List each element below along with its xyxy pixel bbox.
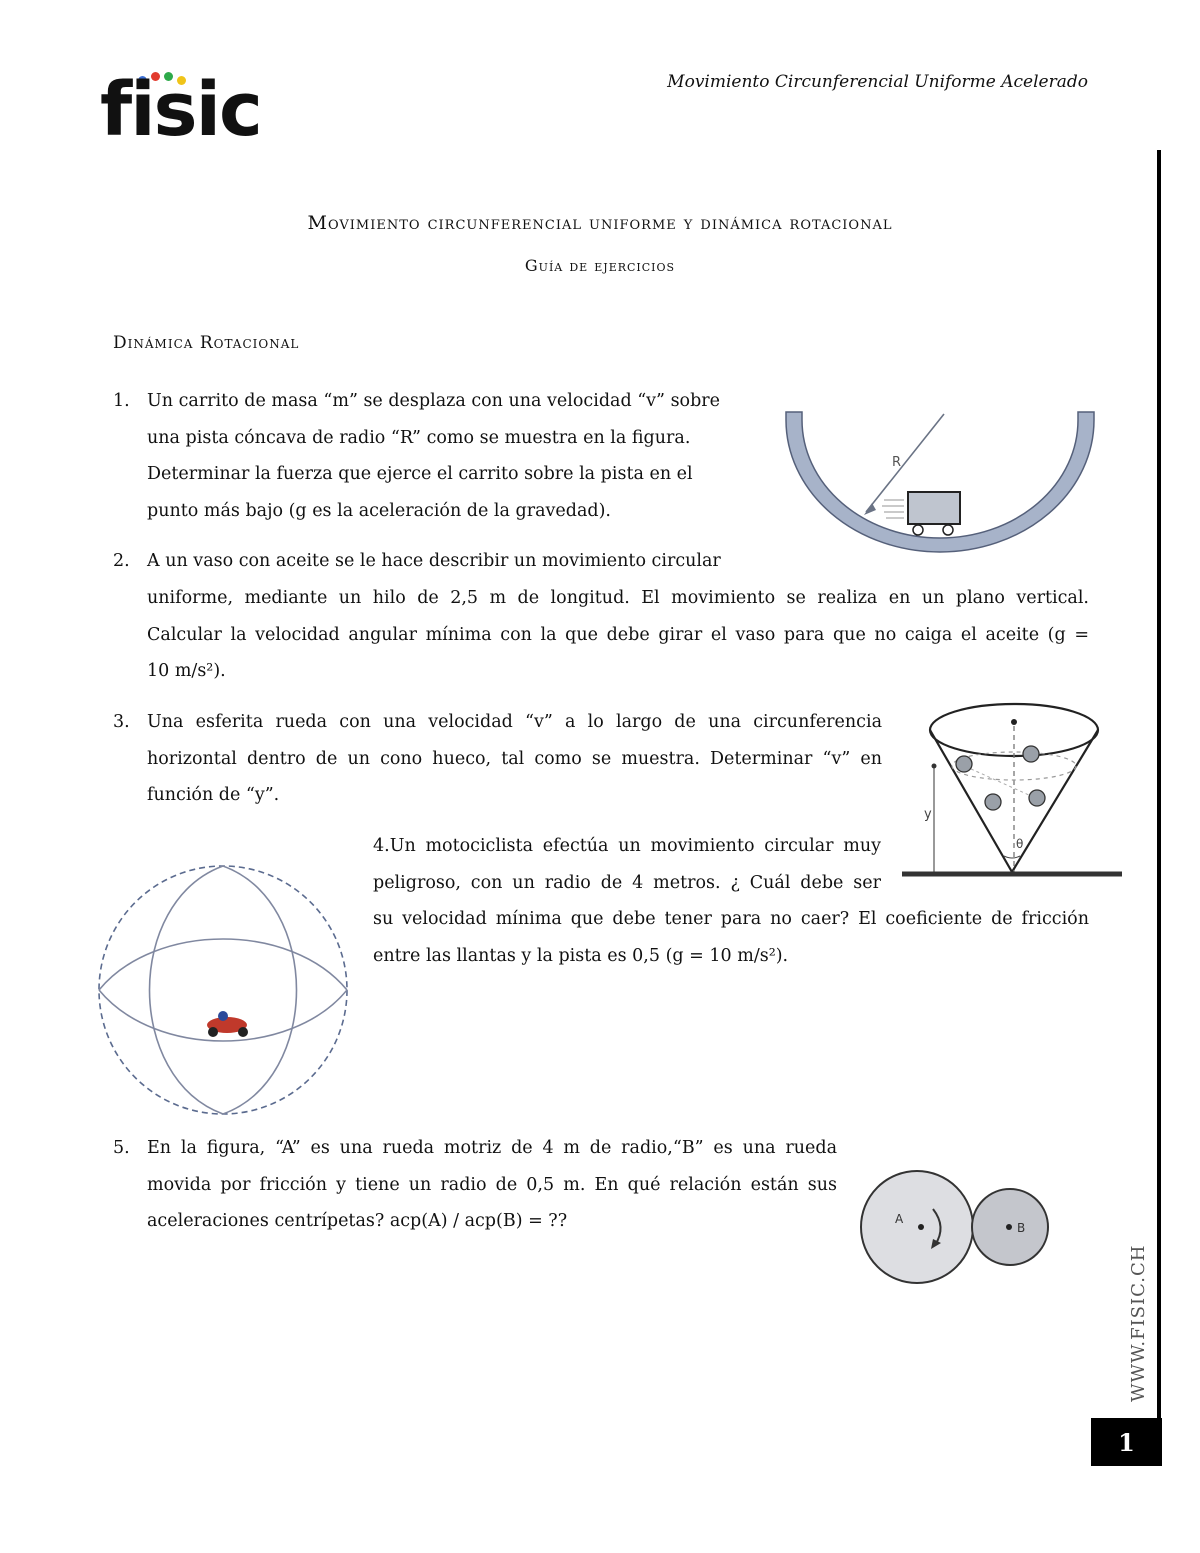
margin-rule: [1157, 150, 1161, 1418]
sphere-motorcycle-figure: [95, 862, 353, 1120]
exercise-number: 2.: [113, 551, 130, 571]
website-text: WWW.FISIC.CH: [1128, 1244, 1149, 1402]
text-line: entre las llantas y la pista es 0,5 (g = 10 m/s²).: [373, 945, 789, 966]
text-line: En la figura, “A” es una rueda motriz de 4 m de radio,“B” es una rueda: [147, 1138, 837, 1158]
page-number: 1: [1091, 1418, 1162, 1466]
text-line: su velocidad mínima que debe tener para no caer? El coeficiente de fricción: [373, 909, 1089, 929]
radius-label: R: [892, 455, 902, 470]
wheel-b-label: B: [1017, 1221, 1026, 1235]
cart-wheel: [913, 525, 923, 535]
exercise-number: 5.: [113, 1138, 130, 1158]
text-line: punto más bajo (g es la aceleración de la gravedad).: [147, 500, 611, 521]
wheels-figure: [855, 1165, 1055, 1290]
ball: [1023, 746, 1039, 762]
wheel-a: [861, 1171, 973, 1283]
motorcycle-icon: [207, 1011, 248, 1037]
website-vertical: [1120, 1244, 1160, 1410]
exercise-5-text: [147, 1130, 837, 1240]
exercise-number: 3.: [113, 712, 130, 732]
exercise-2-line-1: A un vaso con aceite se le hace describir un movimiento circular: [147, 551, 721, 571]
fisic-logo: [100, 67, 261, 153]
text-line: función de “y”.: [147, 785, 280, 805]
text-line: 4.Un motociclista efectúa un movimiento circular muy: [373, 836, 881, 856]
exercise-1-text: [147, 383, 757, 529]
ball: [956, 756, 972, 772]
text-line: Una esferita rueda con una velocidad “v” a lo largo de una circunferencia: [147, 712, 882, 732]
height-label: y: [924, 807, 932, 822]
text-line: aceleraciones centrípetas? acp(A) / acp(B) = ??: [147, 1211, 568, 1231]
sphere-outline: [99, 866, 347, 1114]
text-line: horizontal dentro de un cono hueco, tal como se muestra. Determinar “v” en: [147, 748, 882, 769]
angle-label: θ: [1016, 837, 1024, 851]
cart-body: [908, 492, 960, 524]
exercise-3-text: [147, 704, 882, 814]
section-heading: Dinámica Rotacional: [113, 333, 300, 353]
logo-text: fisic: [100, 67, 261, 153]
text-line: Calcular la velocidad angular mínima con la que debe girar el vaso para que no caiga el aceite (g =: [147, 624, 1089, 645]
ball: [985, 794, 1001, 810]
text-line: Determinar la fuerza que ejerce el carrito sobre la pista en el: [147, 464, 693, 484]
text-line: una pista cóncava de radio “R” como se muestra en la figura.: [147, 427, 691, 448]
concave-track-figure: [780, 400, 1100, 565]
wheel-a-label: A: [895, 1212, 904, 1226]
text-line: peligroso, con un radio de 4 metros. ¿ Cuál debe ser: [373, 872, 881, 893]
text-line: Un carrito de masa “m” se desplaza con una velocidad “v” sobre: [147, 391, 721, 411]
document-subtitle: Guía de ejercicios: [524, 256, 676, 275]
document-title: Movimiento circunferencial uniforme y dinámica rotacional: [307, 212, 893, 234]
text-line: uniforme, mediante un hilo de 2,5 m de longitud. El movimiento se realiza en un plano vertical.: [147, 588, 1089, 608]
exercise-2-rest: [147, 580, 1089, 690]
running-title: Movimiento Circunferencial Uniforme Acelerado: [667, 72, 1088, 92]
exercise-number: 1.: [113, 391, 130, 411]
exercise-4-text: [373, 828, 1089, 974]
ball: [1029, 790, 1045, 806]
text-line: movida por fricción y tiene un radio de 0,5 m. En qué relación están sus: [147, 1174, 837, 1195]
text-line: 10 m/s²).: [147, 661, 226, 681]
cart-wheel: [943, 525, 953, 535]
